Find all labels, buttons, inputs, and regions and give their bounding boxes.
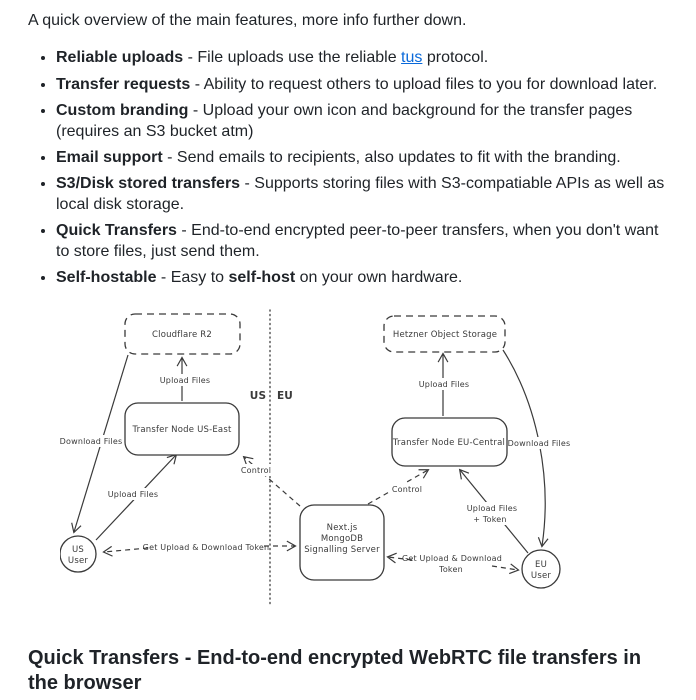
node-label-signalling-2: MongoDB bbox=[320, 534, 364, 545]
feature-item-s3-disk-transfers bbox=[56, 173, 668, 215]
feature-text: - Easy to bbox=[156, 269, 229, 287]
feature-name: Quick Transfers bbox=[56, 222, 177, 240]
node-label-hetzner-storage: Hetzner Object Storage bbox=[392, 330, 498, 341]
region-label-eu: EU bbox=[276, 390, 294, 403]
label-upload-token-eu-1: Upload Files bbox=[466, 504, 518, 514]
quick-transfers-heading: Quick Transfers - End-to-end encrypted WebRTC file transfers in the browser bbox=[28, 647, 642, 695]
node-label-transfer-eu-central: Transfer Node EU-Central bbox=[392, 438, 506, 449]
feature-item-quick-transfers bbox=[56, 220, 668, 262]
node-label-transfer-us-east: Transfer Node US-East bbox=[132, 425, 232, 436]
node-label-cloudflare-r2: Cloudflare R2 bbox=[152, 330, 212, 341]
label-get-token-eu-2: Token bbox=[439, 565, 463, 575]
feature-name: Email support bbox=[56, 148, 163, 166]
nodes bbox=[60, 314, 560, 588]
label-download-files-eu: Download Files bbox=[507, 439, 571, 449]
feature-text: - Supports storing files with S3-compatiable APIs as well as local disk storage. bbox=[56, 174, 665, 214]
feature-name: Self-hostable bbox=[56, 269, 157, 287]
label-upload-files-us-user: Upload Files bbox=[107, 490, 159, 500]
label-control-eu: Control bbox=[391, 485, 423, 495]
feature-text: - Send emails to recipients, also updates to fit with the branding. bbox=[162, 148, 621, 166]
feature-name: Reliable uploads bbox=[56, 49, 184, 67]
feature-item-custom-branding bbox=[56, 100, 668, 142]
feature-text: - Upload your own icon and background for the transfer pages (requires an S3 bucket atm) bbox=[56, 101, 633, 140]
label-upload-token-eu-2: + Token bbox=[473, 515, 507, 525]
edge-get-token-us-left bbox=[104, 548, 148, 552]
architecture-diagram-svg bbox=[60, 300, 660, 612]
feature-item-transfer-requests bbox=[56, 74, 668, 95]
feature-item-email-support bbox=[56, 147, 668, 168]
feature-name: S3/Disk stored transfers bbox=[56, 174, 241, 192]
feature-name: Transfer requests bbox=[56, 75, 191, 93]
label-upload-files-us: Upload Files bbox=[159, 376, 211, 386]
region-label-us: US bbox=[249, 390, 267, 403]
node-label-signalling-1: Next.js bbox=[326, 523, 358, 534]
feature-bold-text: self-host bbox=[228, 269, 296, 287]
architecture-diagram bbox=[60, 300, 660, 612]
node-label-eu-user-1: EU bbox=[535, 560, 547, 571]
intro-paragraph: A quick overview of the main features, more info further down. bbox=[28, 12, 467, 29]
feature-list bbox=[28, 47, 668, 288]
node-label-eu-user-2: User bbox=[530, 571, 552, 582]
label-upload-files-eu: Upload Files bbox=[418, 380, 470, 390]
feature-text: - File uploads use the reliable bbox=[183, 49, 402, 67]
tus-link[interactable]: tus bbox=[401, 49, 423, 67]
label-get-token-us: Get Upload & Download Token bbox=[142, 543, 270, 553]
feature-text: - Ability to request others to upload files to you for download later. bbox=[190, 75, 658, 93]
feature-text: on your own hardware. bbox=[295, 269, 463, 287]
node-label-us-user-2: User bbox=[67, 556, 89, 567]
feature-text: - End-to-end encrypted peer-to-peer transfers, when you don't want to store files, just send them. bbox=[56, 222, 659, 261]
feature-name: Custom branding bbox=[56, 101, 189, 119]
node-label-us-user-1: US bbox=[71, 545, 85, 556]
label-control-us: Control bbox=[240, 466, 272, 476]
feature-text: protocol. bbox=[422, 49, 489, 67]
label-get-token-eu-1: Get Upload & Download bbox=[401, 554, 503, 564]
feature-item-self-hostable bbox=[56, 267, 668, 288]
label-download-files-us: Download Files bbox=[60, 437, 123, 447]
edge-get-token-eu-right bbox=[492, 566, 518, 570]
node-label-signalling-3: Signalling Server bbox=[304, 545, 380, 556]
feature-item-reliable-uploads bbox=[56, 47, 668, 68]
